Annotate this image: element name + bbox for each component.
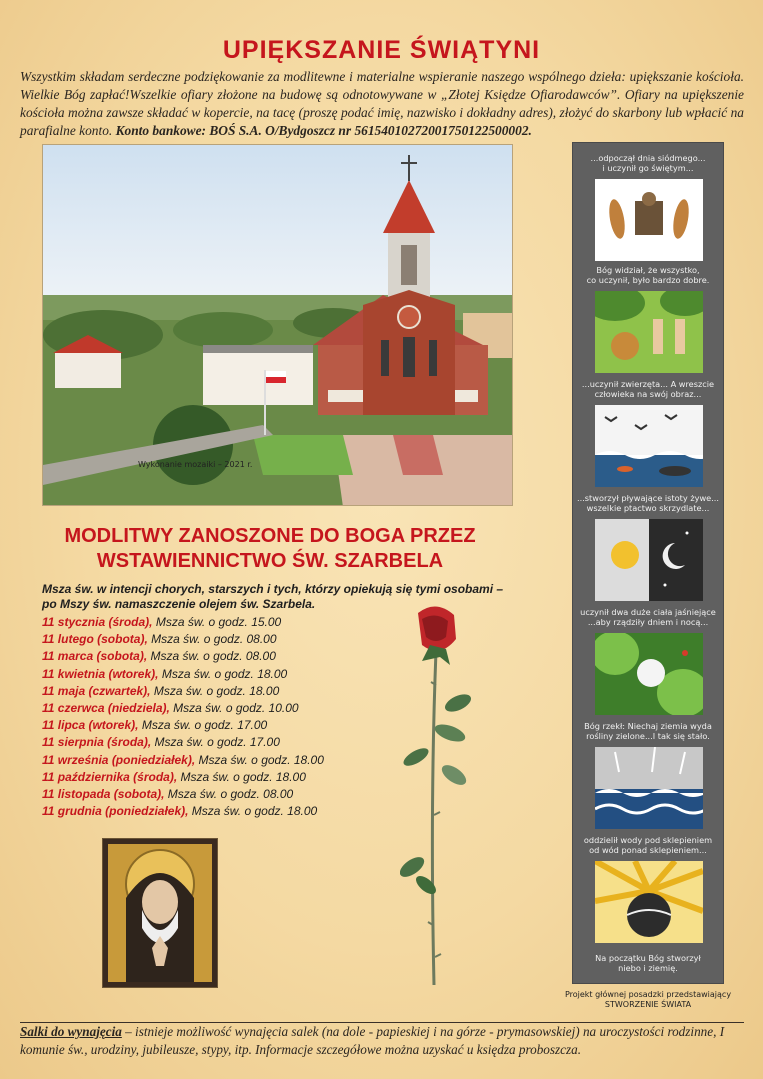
footer-text: – istnieje możliwość wynajęcia salek (na dole - papieskiej i na górze - prymasowskiej) na uroczystości rodzinne, I komunie św., urodziny, jubileusze, stypy, itp. Informacje szczegółowe można uzyskać u księdza proboszcza. [20,1024,725,1057]
intro-text: Wszystkim składam serdeczne podziękowanie za modlitewne i materialne wspieranie naszego wspólnego dzieła: upiększanie kościoła. Wielkie Bóg zapłać!Wszelkie ofiary złożone na budowę są odnotowywane w „Złotej Księdze Ofiarodawców”. Ofiary na upiększenie kościoła można zawsze składać w kopercie, na tacę (proszę podać imię, nazwisko i dokładny adres), złożyć do skarbony lub wpłacić na parafialne konto. [20,69,744,138]
creation-caption: Bóg rzekł: Niechaj ziemia wyda rośliny zielone...I tak się stało. [584,721,712,741]
creation-panel [572,142,724,984]
page-title: UPIĘKSZANIE ŚWIĄTYNI [222,36,541,64]
mass-item: 11 sierpnia (środa), Msza św. o godz. 17.00 [42,735,280,750]
footer-lead: Salki do wynajęcia [20,1024,122,1039]
creation-caption: Na początku Bóg stworzył niebo i ziemię. [595,953,701,973]
day-seven-tile [595,179,703,261]
mass-item: 11 marca (sobota), Msza św. o godz. 08.00 [42,649,276,664]
garden-tile [595,291,703,373]
creation-caption: Bóg widział, że wszystko, co uczynił, było bardzo dobre. [586,265,710,285]
mass-item: 11 grudnia (poniedziałek), Msza św. o godz. 18.00 [42,804,318,819]
prayers-title: MODLITWY ZANOSZONE DO BOGA PRZEZ WSTAWIENNICTWO ŚW. SZARBELA [64,525,476,572]
sun-moon-tile [595,519,703,601]
footer-note [20,1023,750,1059]
creation-caption: uczynił dwa duże ciała jaśniejące ...aby rządziły dniem i nocą... [580,607,716,627]
mass-item: 11 lipca (wtorek), Msza św. o godz. 17.00 [42,718,268,733]
mass-item: 11 czerwca (niedziela), Msza św. o godz. 10.00 [42,700,299,715]
heaven-earth-tile [595,861,703,943]
creation-caption: oddzielił wody pod sklepieniem od wód ponad sklepieniem... [583,835,713,855]
mass-item: 11 maja (czwartek), Msza św. o godz. 18.00 [42,683,280,698]
bank-account: Konto bankowe: BOŚ S.A. O/Bydgoszcz nr 56154010272001750122500002. [115,123,532,138]
mass-schedule [42,614,402,820]
mass-item: 11 stycznia (środa), Msza św. o godz. 15.00 [42,615,282,629]
saint-charbel-icon-image [102,838,218,988]
creation-caption: ...uczynił zwierzęta... A wreszcie człowieka na swój obraz... [581,379,715,399]
mass-item: 11 kwietnia (wtorek), Msza św. o godz. 18.00 [42,666,288,681]
mass-item: 11 lutego (sobota), Msza św. o godz. 08.00 [42,632,277,647]
church-photo [42,144,513,506]
mass-item: 11 listopada (sobota), Msza św. o godz. 08.00 [42,786,294,801]
birds-fish-tile [595,405,703,487]
creation-caption: ...odpoczął dnia siódmego... i uczynił go świętym... [590,153,706,173]
mass-item: 11 października (środa), Msza św. o godz. 18.00 [42,769,306,784]
intro-paragraph [20,68,744,140]
rose-illustration [400,605,490,985]
photo-caption: Wykonanie mozaiki – 2021 r. [138,460,253,469]
mass-item: 11 września (poniedziałek), Msza św. o godz. 18.00 [42,752,324,767]
panel-credit: Projekt głównej posadzki przedstawiający STWORZENIE ŚWIATA [564,990,732,1009]
plants-tile [595,633,703,715]
waters-tile [595,747,703,829]
prayers-intro: Msza św. w intencji chorych, starszych i tych, którzy opiekują się tymi osobami – po Mszy św. namaszczenie olejem św. Szarbela. [42,582,504,611]
creation-caption: ...stworzył pływające istoty żywe... wszelkie ptactwo skrzydlate... [576,493,720,513]
